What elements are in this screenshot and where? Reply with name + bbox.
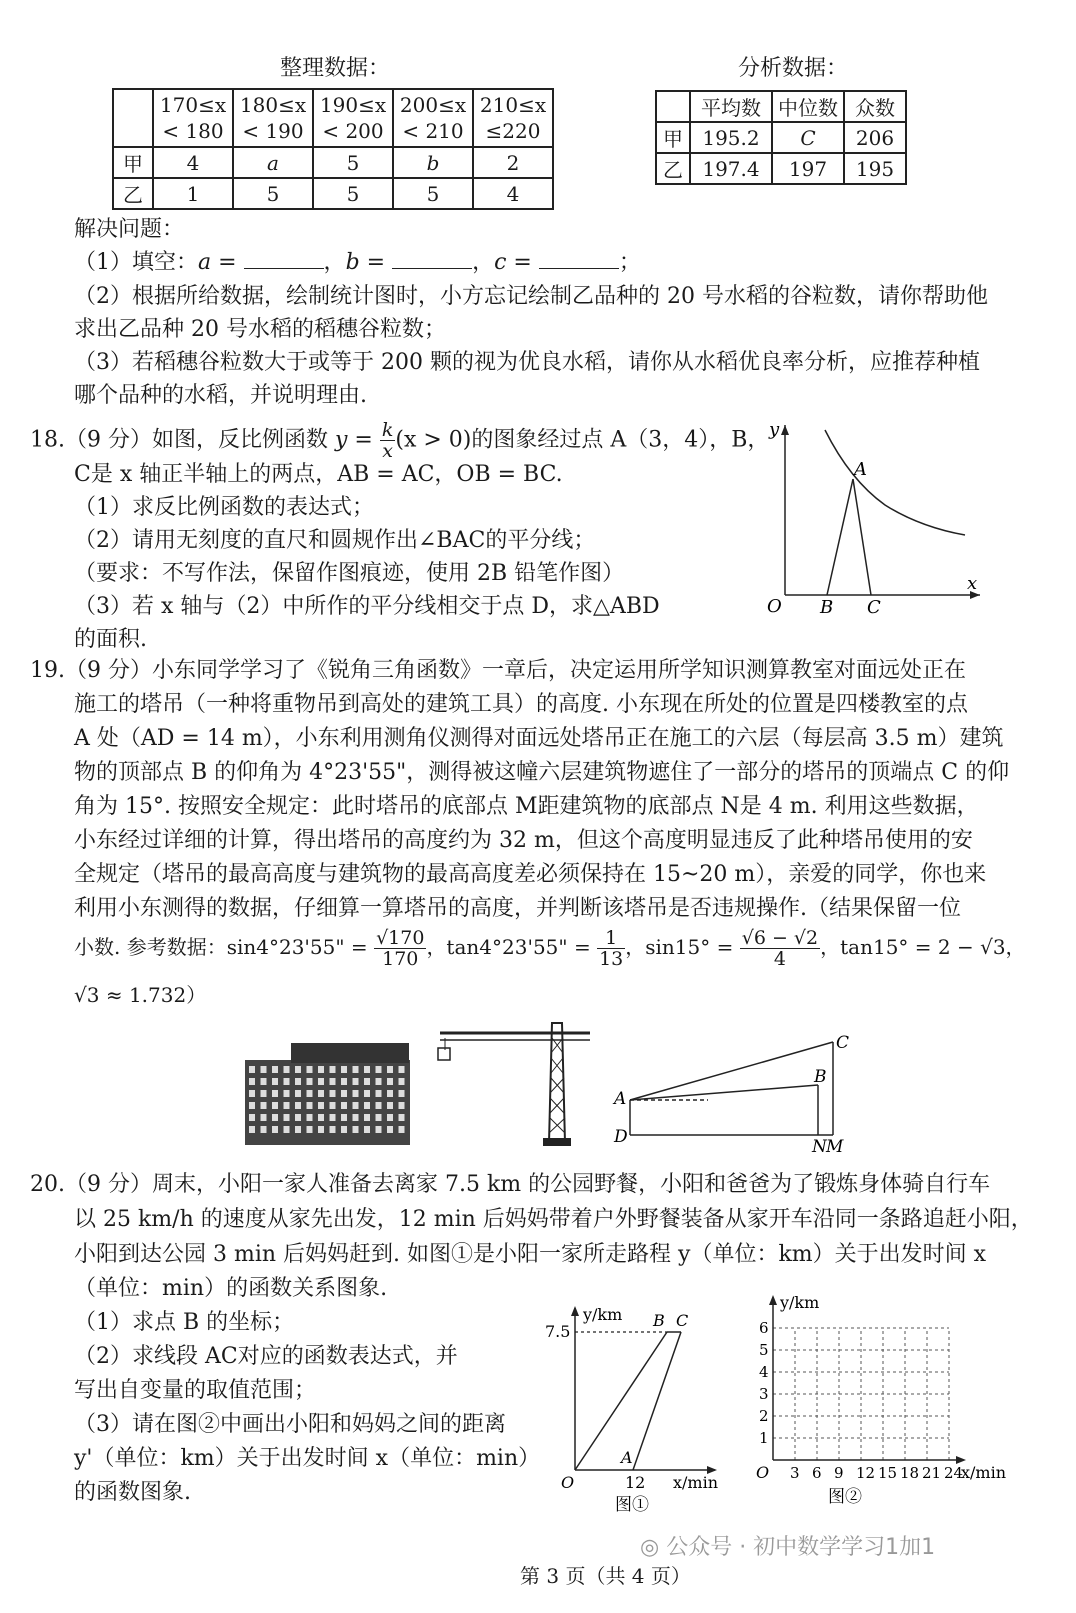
window [399,1066,405,1073]
window [387,1090,393,1097]
window [318,1102,324,1109]
wechat-icon: ◎ [640,1535,660,1560]
table1-cell: 4 [153,147,233,178]
window [376,1078,382,1085]
window [341,1078,347,1085]
label-b: B [820,597,834,615]
window [272,1066,278,1073]
label-c: C [676,1311,689,1330]
window [318,1090,324,1097]
q20-line3: 小阳到达公园 3 min 后妈妈赶到. 如图①是小阳一家所走路程 y（单位：km）关于出发时间 x [74,1242,987,1267]
window [295,1066,301,1073]
caption: 图① [615,1495,649,1515]
y-tick-label: 4 [759,1363,769,1381]
q18-line4: （2）请用无刻度的直尺和圆规作出∠BAC的平分线； [74,528,596,553]
frac-k-over-x: $\frac{k}{x}$ [381,419,394,462]
x-tick-label: 6 [812,1464,822,1482]
table2-header-cell: 众数 [844,91,906,122]
table1-header-cell: 180≤x < 190 [233,89,313,147]
window [376,1090,382,1097]
table1-row [113,178,553,209]
label-c: C [836,1033,850,1053]
window [376,1114,382,1121]
window [307,1066,313,1073]
q19-line1: 19.（9 分）小东同学学习了《锐角三角函数》一章后，决定运用所学知识测算教室对面远处正在 [30,658,966,683]
table1-cell: 5 [233,178,313,209]
window [353,1078,359,1085]
table1-header-cell: 170≤x < 180 [153,89,233,147]
q17-part2-line1: （2）根据所给数据，绘制统计图时，小方忘记绘制乙品种的 20 号水稻的谷粒数，请你帮助他 [74,284,988,309]
q18-line5: （要求：不写作法，保留作图痕迹，使用 2B 铅笔作图） [74,561,625,586]
label-n: N [812,1137,827,1155]
q19-line2: 施工的塔吊（一种将重物吊到高处的建筑工具）的高度. 小东现在所处的位置是四楼教室的点 [74,692,968,717]
table1-cell: 甲 [113,147,153,178]
ylabel: y/km [583,1305,623,1324]
window [364,1114,370,1121]
table1-cell: 5 [313,147,393,178]
q20-part2-line2: 写出自变量的取值范围； [74,1378,317,1403]
window [249,1078,255,1085]
window [261,1114,267,1121]
window [387,1078,393,1085]
label-x: x [967,573,978,594]
q17-part1: （1）填空：a = ，b = ，c = ； [74,246,641,280]
table1-header-cell: 200≤x < 210 [393,89,473,147]
x-tick-label: 21 [922,1464,942,1482]
window [353,1066,359,1073]
label-a: A [854,459,867,480]
q18-line2: C是 x 轴正半轴上的两点，AB = AC，OB = BC. [74,462,563,487]
window [272,1114,278,1121]
label-a: A [614,1089,627,1109]
x-tick-label: 12 [856,1464,876,1482]
label-o: O [561,1473,575,1492]
window [330,1102,336,1109]
xlabel: x/min [673,1473,719,1492]
y-tick-label: 1 [759,1429,769,1447]
window [272,1078,278,1085]
q19-line7: 全规定（塔吊的最高高度与建筑物的最高高度差必须保持在 15~20 m），亲爱的同学，你也来 [74,862,987,887]
window [249,1066,255,1073]
tick-12: 12 [625,1473,646,1492]
window [341,1102,347,1109]
q19-line5: 角为 15°. 按照安全规定：此时塔吊的底部点 M距建筑物的底部点 N是 4 m. 利用这些数据， [74,794,979,819]
blank-c[interactable] [539,246,619,269]
q19-reference-sqrt3: √3 ≈ 1.732） [74,983,207,1007]
window [284,1066,290,1073]
q17-part3-line1: （3）若稻穗谷粒数大于或等于 200 颗的视为优良水稻，请你从水稻优良率分析，应推荐种植 [74,350,980,375]
table1-header-cell: 190≤x < 200 [313,89,393,147]
q18-line7: 的面积. [74,627,147,652]
window [353,1090,359,1097]
watermark: ◎ 公众号 · 初中数学学习1加1 [640,1535,936,1560]
label-m: M [826,1137,844,1155]
window [364,1102,370,1109]
window [376,1126,382,1133]
segment-ac [853,479,871,595]
label-c: C [867,597,881,615]
window [249,1126,255,1133]
window [249,1114,255,1121]
window [364,1126,370,1133]
window [272,1126,278,1133]
hyperbola-curve [825,430,965,535]
window [307,1114,313,1121]
window [249,1090,255,1097]
table2-header-cell: 平均数 [690,91,772,122]
table1-row [113,147,553,178]
frac-sin1: $\frac{√170}{170}$ [376,927,425,970]
window [284,1102,290,1109]
q18-line3: （1）求反比例函数的表达式； [74,495,374,520]
blank-b[interactable] [392,246,472,269]
table2-cell: 206 [844,122,906,153]
window [341,1114,347,1121]
table1-cell: 乙 [113,178,153,209]
window [330,1078,336,1085]
table2-row [656,122,906,153]
y-axis-arrow-icon [769,1295,777,1305]
window [399,1090,405,1097]
table1-cell: 5 [393,178,473,209]
q17-part3-line2: 哪个品种的水稻，并说明理由. [74,383,367,408]
window [399,1114,405,1121]
x-tick-label: 3 [790,1464,800,1482]
window [330,1066,336,1073]
label-y: y [769,419,780,440]
window [307,1126,313,1133]
label-o: O [767,596,782,615]
label-b: B [814,1067,827,1087]
tower-crane-illustration [425,1018,595,1148]
table2-row [656,153,906,184]
window [295,1090,301,1097]
table1-header-cell: 210≤x ≤220 [473,89,553,147]
q20-part3-line2: y'（单位：km）关于出发时间 x（单位：min） [74,1446,541,1471]
q20-figure-2-grid[interactable] [748,1290,1023,1515]
q20-line1: 20.（9 分）周末，小阳一家人准备去离家 7.5 km 的公园野餐，小阳和爸爸为了锻炼身体骑自行车 [30,1172,991,1197]
label-b: B [653,1311,665,1330]
q19-line6: 小东经过详细的计算，得出塔吊的高度约为 32 m，但这个高度明显违反了此种塔吊使用的安 [74,828,973,853]
xlabel: x/min [961,1463,1007,1482]
window [307,1078,313,1085]
window [261,1066,267,1073]
q18-inverse-function-figure [755,415,995,615]
q19-reference-data: 小数. 参考数据：sin4°23'55" = $\frac{√170}{170}$ ，tan4°23'55" = $\frac{1}{13}$ ，sin15° = $\frac{√6 - √2}{4}$ ，tan15° = 2 − √3， [74,927,1026,970]
window [399,1102,405,1109]
table1-cell: b [393,147,473,178]
window [318,1066,324,1073]
window [272,1102,278,1109]
q18-line6: （3）若 x 轴与（2）中所作的平分线相交于点 D，求△ABD [74,594,660,619]
table1-cell: 1 [153,178,233,209]
window [295,1102,301,1109]
q20-part2-line1: （2）求线段 AC对应的函数表达式，并 [74,1344,458,1369]
blank-a[interactable] [244,246,324,269]
frac-sin15: $\frac{√6 - √2}{4}$ [741,927,819,970]
y-tick-label: 2 [759,1407,769,1425]
window [272,1090,278,1097]
window [353,1102,359,1109]
x-tick-label: 15 [878,1464,898,1482]
table2-cell: 乙 [656,153,690,184]
window [353,1114,359,1121]
window [387,1126,393,1133]
table1-cell: a [233,147,313,178]
frac-tan1: $\frac{1}{13}$ [599,927,624,970]
window [284,1090,290,1097]
window [318,1114,324,1121]
segment-ab [827,479,853,595]
window [261,1090,267,1097]
organized-data-table [112,88,554,210]
window [249,1102,255,1109]
q17-part2-line2: 求出乙品种 20 号水稻的稻穗谷粒数； [74,317,446,342]
table2-title: 分析数据： [738,56,849,81]
table1-title: 整理数据： [280,56,391,81]
window [364,1066,370,1073]
q20-part1: （1）求点 B 的坐标； [74,1310,295,1335]
y-tick-label: 5 [759,1341,769,1359]
window [341,1066,347,1073]
window [364,1090,370,1097]
table2-cell: C [772,122,844,153]
q17-heading: 解决问题： [74,217,185,242]
window [364,1078,370,1085]
window [307,1102,313,1109]
window [295,1114,301,1121]
x-tick-label: 24 [944,1464,964,1482]
q19-line8: 利用小东测得的数据，仔细算一算塔吊的高度，并判断该塔吊是否违规操作.（结果保留一位 [74,896,961,921]
page-number: 第 3 页（共 4 页） [520,1564,691,1588]
window [261,1126,267,1133]
segment-ac [633,1332,681,1470]
table2-cell: 195 [844,153,906,184]
window [307,1090,313,1097]
analysis-data-table [655,90,907,185]
window [261,1078,267,1085]
table2-cell: 195.2 [690,122,772,153]
q18-line1: 18.（9 分）如图，反比例函数 y = $\frac{k}{x}$ (x > 0)的图象经过点 A（3，4），B， [30,419,770,462]
building-top [291,1043,409,1063]
window [399,1126,405,1133]
window [318,1078,324,1085]
window [376,1066,382,1073]
x-tick-labels [790,1464,963,1482]
ylabel: y/km [780,1293,820,1312]
window [353,1126,359,1133]
q19-geometry-figure [608,1030,853,1155]
window [295,1126,301,1133]
q20-part3-line1: （3）请在图②中画出小阳和妈妈之间的距离 [74,1412,506,1437]
window [341,1126,347,1133]
table1-cell: 5 [313,178,393,209]
window [284,1078,290,1085]
window [376,1102,382,1109]
building-body [245,1060,410,1145]
label-a: A [621,1448,633,1467]
building-photo-illustration [243,1038,413,1148]
table2-cell: 197 [772,153,844,184]
window [330,1090,336,1097]
table1-header-cell [113,89,153,147]
window [387,1102,393,1109]
grid-lines [773,1328,949,1460]
label-o: O [756,1463,770,1482]
y-axis-arrow-icon [781,425,789,435]
tick-7.5: 7.5 [545,1322,571,1341]
window [387,1066,393,1073]
q20-line4: （单位：min）的函数关系图象. [74,1276,388,1301]
window [284,1126,290,1133]
window [330,1126,336,1133]
y-tick-labels [759,1319,769,1447]
window [399,1078,405,1085]
q20-part3-line3: 的函数图象. [74,1480,191,1505]
window [261,1102,267,1109]
table1-cell: 2 [473,147,553,178]
table2-header-cell: 中位数 [772,91,844,122]
table2-cell: 197.4 [690,153,772,184]
table2-header-cell [656,91,690,122]
y-tick-label: 6 [759,1319,769,1337]
window [318,1126,324,1133]
y-tick-label: 3 [759,1385,769,1403]
caption: 图② [828,1487,862,1507]
y-axis-arrow-icon [571,1306,579,1316]
table1-cell: 4 [473,178,553,209]
crane-hook-load [438,1048,450,1060]
crane-base [543,1138,571,1146]
table2-cell: 甲 [656,122,690,153]
window [295,1078,301,1085]
x-tick-label: 18 [900,1464,920,1482]
window [387,1114,393,1121]
q20-figure-1 [535,1300,730,1515]
x-tick-label: 9 [834,1464,844,1482]
label-d: D [614,1127,628,1147]
q19-line3: A 处（AD = 14 m），小东利用测角仪测得对面远处塔吊正在施工的六层（每层高 3.5 m）建筑 [74,726,1004,751]
window [341,1090,347,1097]
window [284,1114,290,1121]
window [330,1114,336,1121]
q20-line2: 以 25 km/h 的速度从家先出发，12 min 后妈妈带着户外野餐装备从家开车沿同一条路追赶小阳， [74,1207,1033,1232]
q19-line4: 物的顶部点 B 的仰角为 4°23'55"，测得被这幢六层建筑物遮住了一部分的塔吊的顶端点 C 的仰 [74,760,1010,785]
